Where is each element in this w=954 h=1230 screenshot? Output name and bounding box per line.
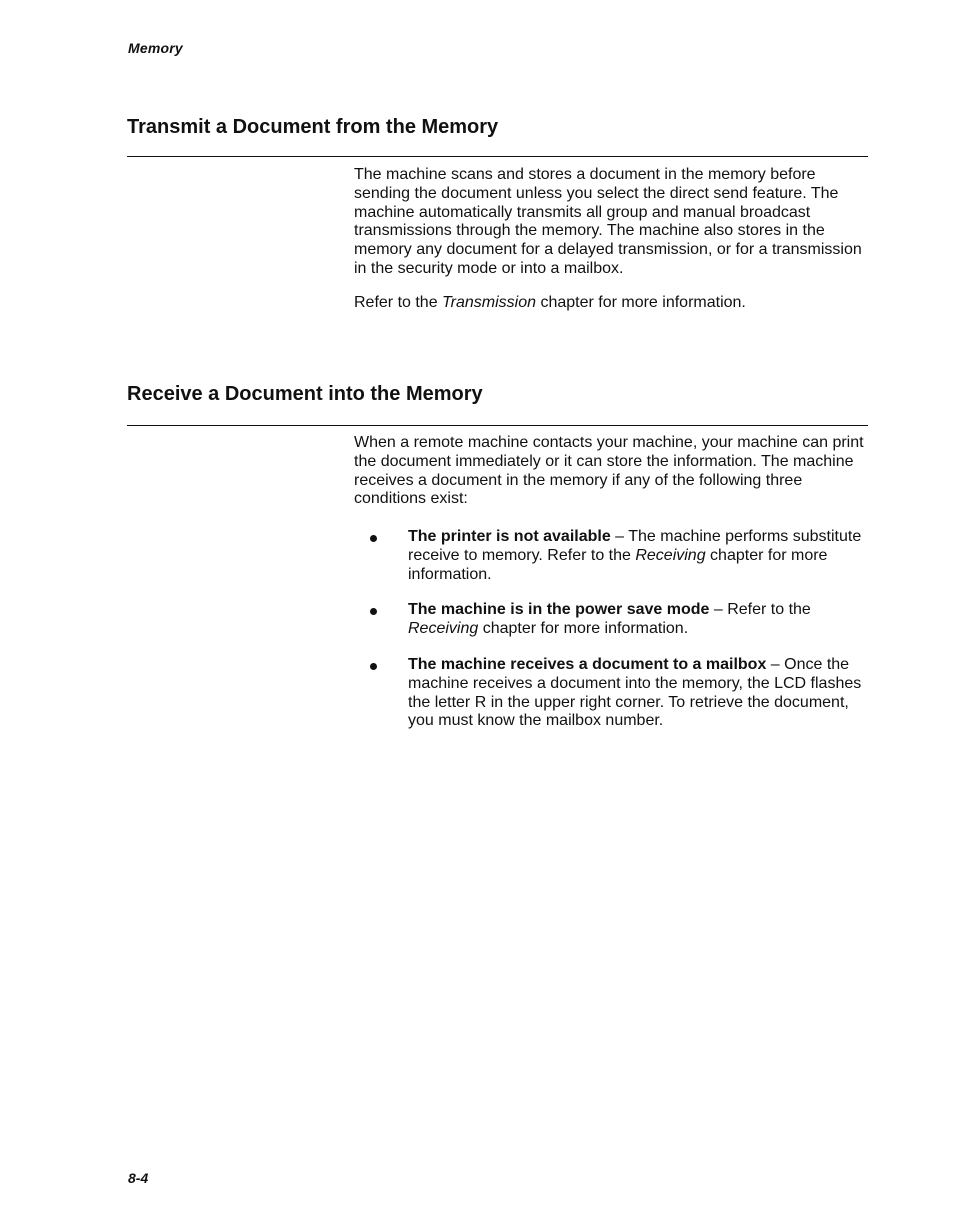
section-divider-receive [127, 425, 868, 426]
list-item [354, 601, 870, 639]
bullet-icon [370, 535, 377, 542]
transmit-reference-tail: chapter for more information. [536, 293, 746, 311]
transmit-paragraph: The machine scans and stores a document in the memory before sending the document unless you select the direct send feature. The machine automatically transmits all group and manual broadcast transmissions through the memory. The machine also stores in the memory any document for a delayed transmission, or for a transmission in the security mode or into a mailbox. [354, 166, 862, 277]
condition-text-tail: chapter for more information. [408, 546, 828, 583]
page-number: 8-4 [128, 1170, 149, 1186]
condition-heading: The machine receives a document to a mailbox [408, 655, 767, 673]
transmit-reference-lead: Refer to the [354, 293, 443, 311]
condition-heading: The machine is in the power save mode [408, 601, 710, 619]
conditions-list [354, 528, 876, 731]
list-item [354, 528, 870, 584]
running-head: Memory [128, 40, 183, 56]
transmit-body [354, 166, 876, 313]
bullet-icon [370, 663, 377, 670]
condition-heading: The printer is not available [408, 528, 611, 545]
receive-intro-paragraph: When a remote machine contacts your machine, your machine can print the document immediately or it can store the information. The machine receives a document in the memory if any of the following three conditions exist: [354, 434, 864, 508]
transmit-reference [354, 294, 876, 313]
receive-intro [354, 434, 876, 509]
transmit-reference-chapter: Transmission [442, 293, 536, 311]
section-divider-transmit [127, 156, 868, 157]
list-item [354, 656, 870, 731]
section-title-receive: Receive a Document into the Memory [127, 383, 483, 405]
bullet-icon [370, 608, 377, 615]
condition-text-tail: chapter for more information. [478, 620, 689, 638]
condition-text: – Refer to the [709, 601, 811, 619]
section-title-transmit: Transmit a Document from the Memory [127, 116, 499, 138]
condition-text: – Once the machine receives a document into the memory, the LCD flashes the letter R in the upper right corner. To retrieve the document, you must know the mailbox number. [408, 655, 862, 730]
condition-chapter: Receiving [408, 620, 479, 638]
condition-text: – The machine performs substitute receive to memory. Refer to the [408, 528, 862, 564]
condition-chapter: Receiving [635, 546, 706, 564]
